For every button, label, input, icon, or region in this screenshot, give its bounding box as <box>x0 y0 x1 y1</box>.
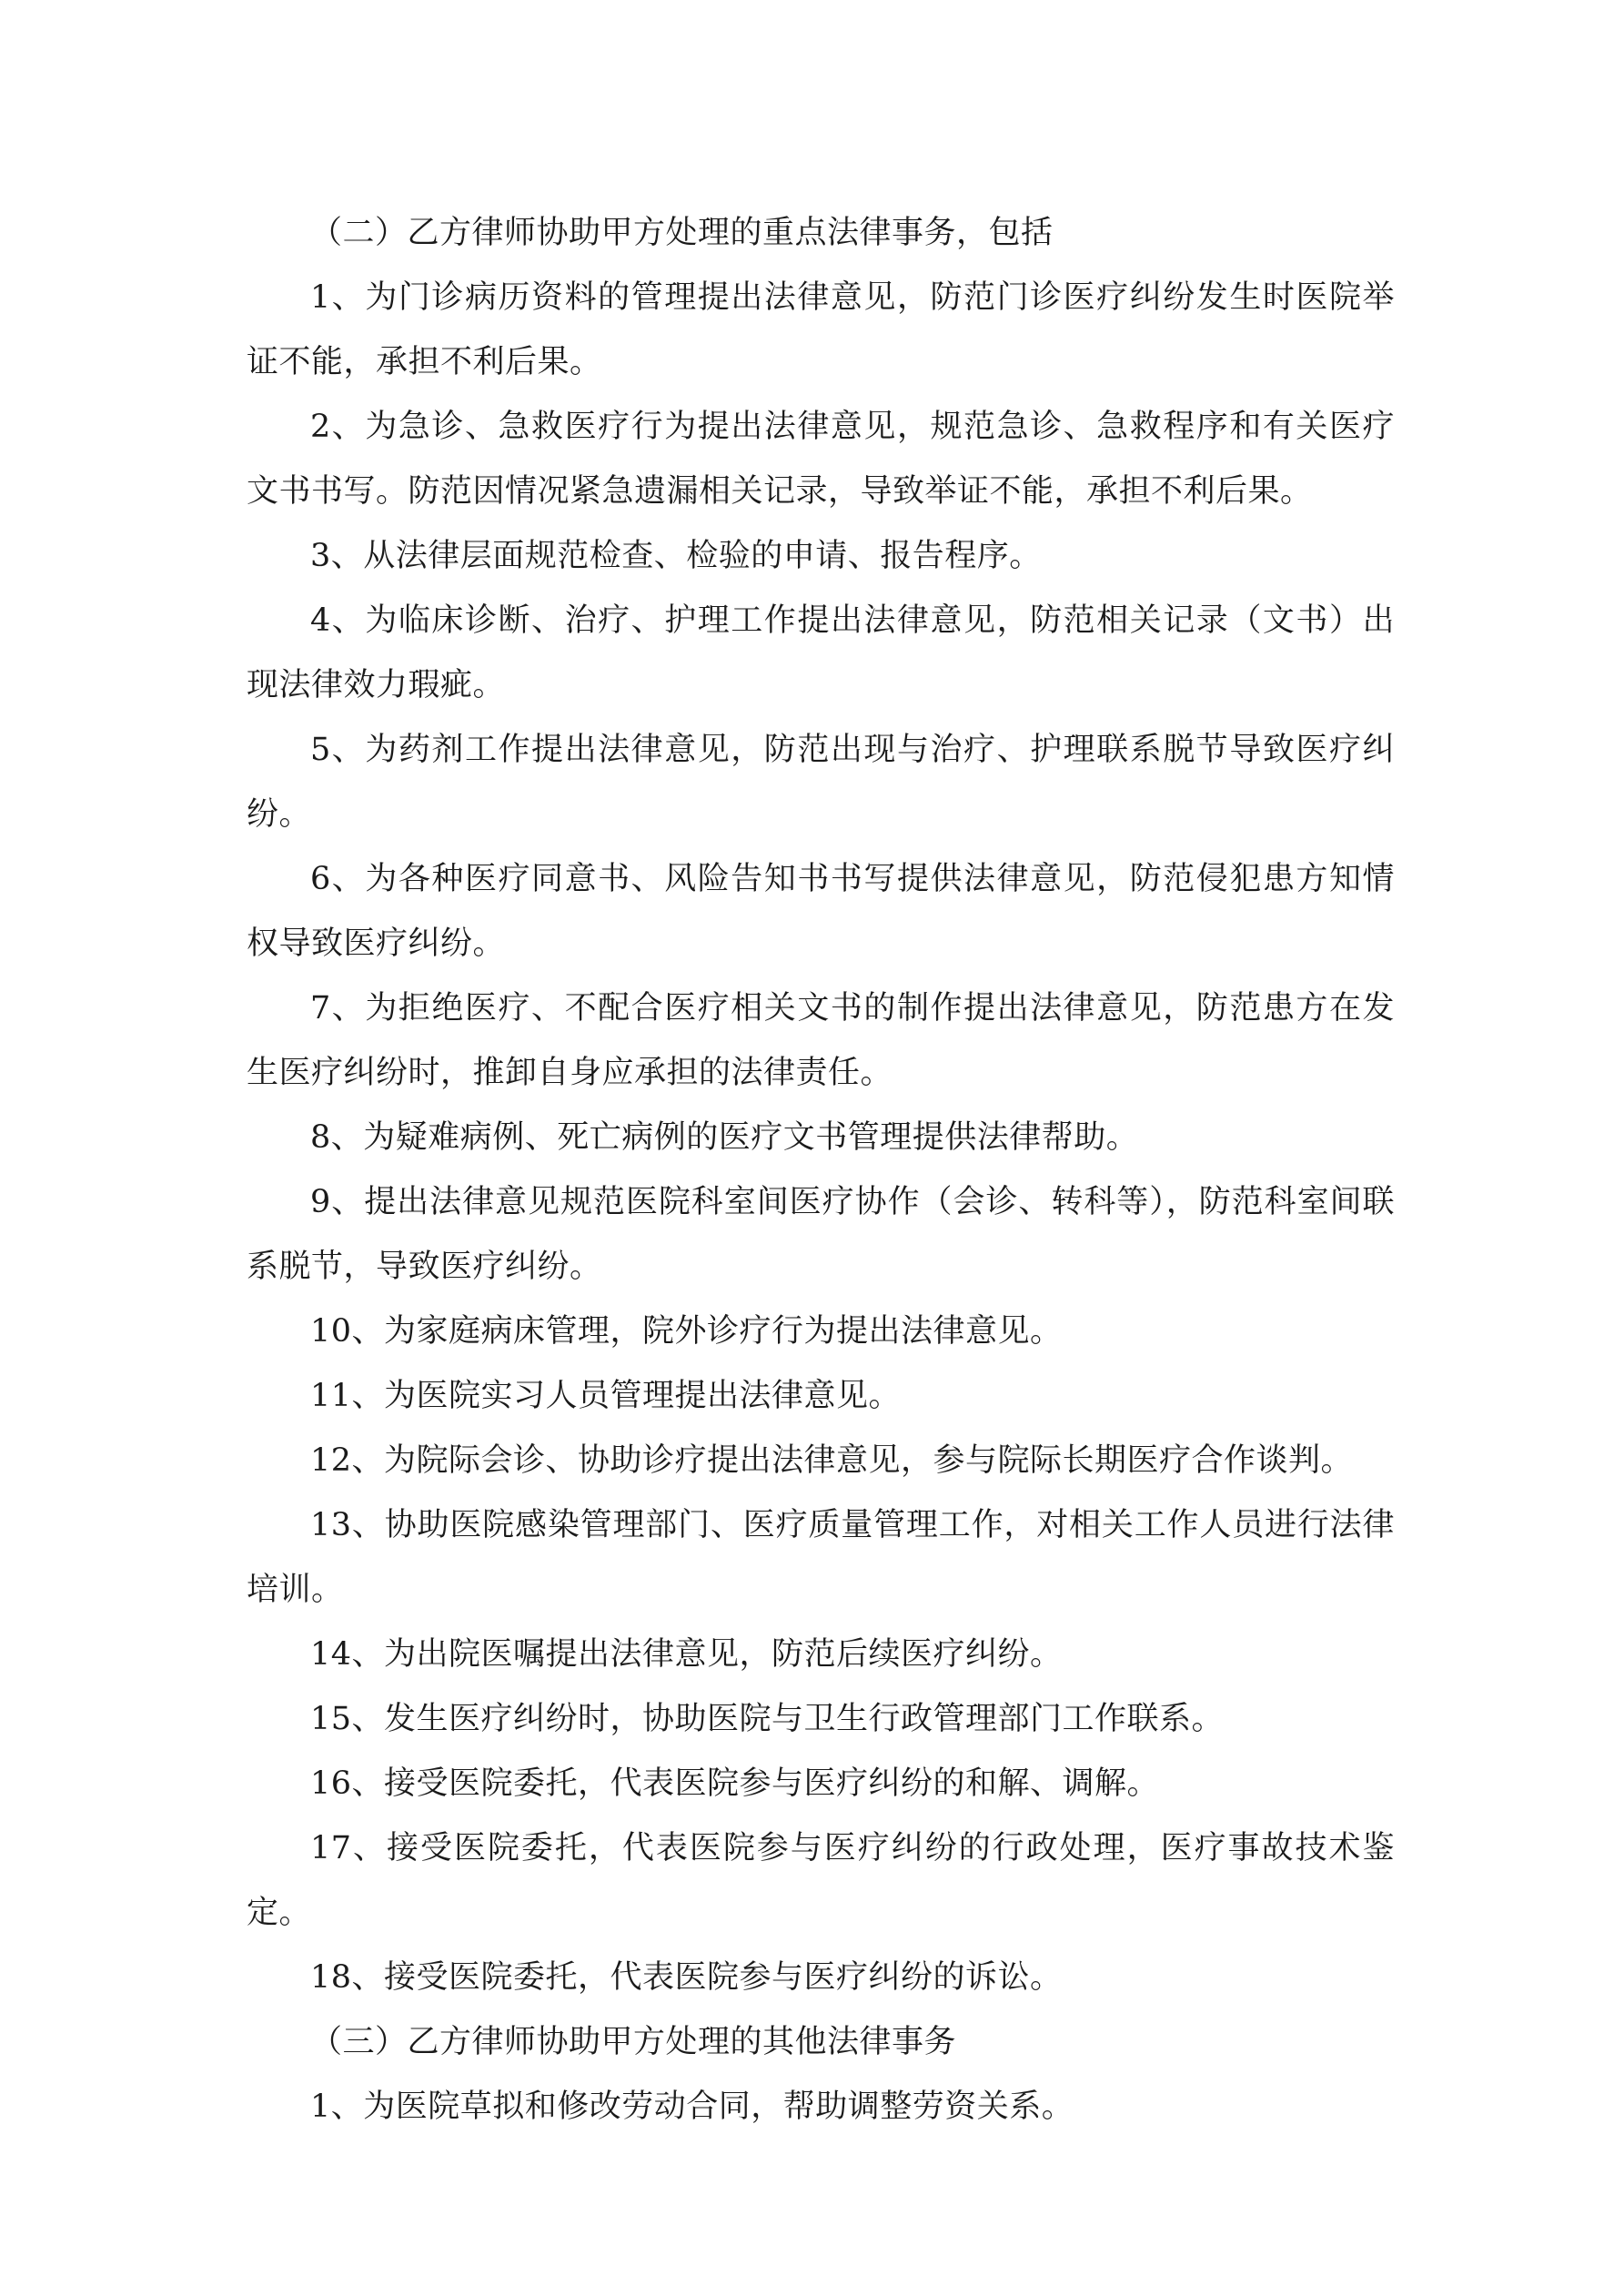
section-heading-3: （三）乙方律师协助甲方处理的其他法律事务 <box>310 2024 957 2060</box>
document-body <box>247 201 1395 2139</box>
list-item: 18、接受医院委托，代表医院参与医疗纠纷的诉讼。 <box>310 1959 1063 1996</box>
list-item: 15、发生医疗纠纷时，协助医院与卫生行政管理部门工作联系。 <box>310 1701 1225 1737</box>
list-item: 8、为疑难病例、死亡病例的医疗文书管理提供法律帮助。 <box>310 1119 1139 1156</box>
list-item: 4、为临床诊断、治疗、护理工作提出法律意见，防范相关记录（文书）出现法律效力瑕疵。 <box>247 602 1395 703</box>
list-item: 1、为医院草拟和修改劳动合同，帮助调整劳资关系。 <box>310 2089 1074 2125</box>
list-item: 11、为医院实习人员管理提出法律意见。 <box>310 1378 902 1414</box>
list-item: 13、协助医院感染管理部门、医疗质量管理工作，对相关工作人员进行法律培训。 <box>247 1507 1395 1608</box>
list-item: 6、为各种医疗同意书、风险告知书书写提供法律意见，防范侵犯患方知情权导致医疗纠纷。 <box>247 861 1395 962</box>
list-item: 14、为出院医嘱提出法律意见，防范后续医疗纠纷。 <box>310 1636 1063 1673</box>
list-item: 2、为急诊、急救医疗行为提出法律意见，规范急诊、急救程序和有关医疗文书书写。防范因情况紧急遗漏相关记录，导致举证不能，承担不利后果。 <box>247 409 1395 510</box>
list-item: 3、从法律层面规范检查、检验的申请、报告程序。 <box>310 538 1042 574</box>
list-item: 7、为拒绝医疗、不配合医疗相关文书的制作提出法律意见，防范患方在发生医疗纠纷时，推卸自身应承担的法律责任。 <box>247 990 1395 1091</box>
section-heading-2: （二）乙方律师协助甲方处理的重点法律事务，包括 <box>310 215 1054 251</box>
list-item: 1、为门诊病历资料的管理提出法律意见，防范门诊医疗纠纷发生时医院举证不能，承担不利后果。 <box>247 279 1395 380</box>
list-item: 10、为家庭病床管理，院外诊疗行为提出法律意见。 <box>310 1313 1063 1350</box>
list-item: 17、接受医院委托，代表医院参与医疗纠纷的行政处理，医疗事故技术鉴定。 <box>247 1830 1395 1931</box>
list-item: 9、提出法律意见规范医院科室间医疗协作（会诊、转科等），防范科室间联系脱节，导致医疗纠纷。 <box>247 1184 1395 1285</box>
list-item: 5、为药剂工作提出法律意见，防范出现与治疗、护理联系脱节导致医疗纠纷。 <box>247 732 1395 833</box>
list-item: 12、为院际会诊、协助诊疗提出法律意见，参与院际长期医疗合作谈判。 <box>310 1442 1354 1479</box>
list-item: 16、接受医院委托，代表医院参与医疗纠纷的和解、调解。 <box>310 1765 1160 1802</box>
